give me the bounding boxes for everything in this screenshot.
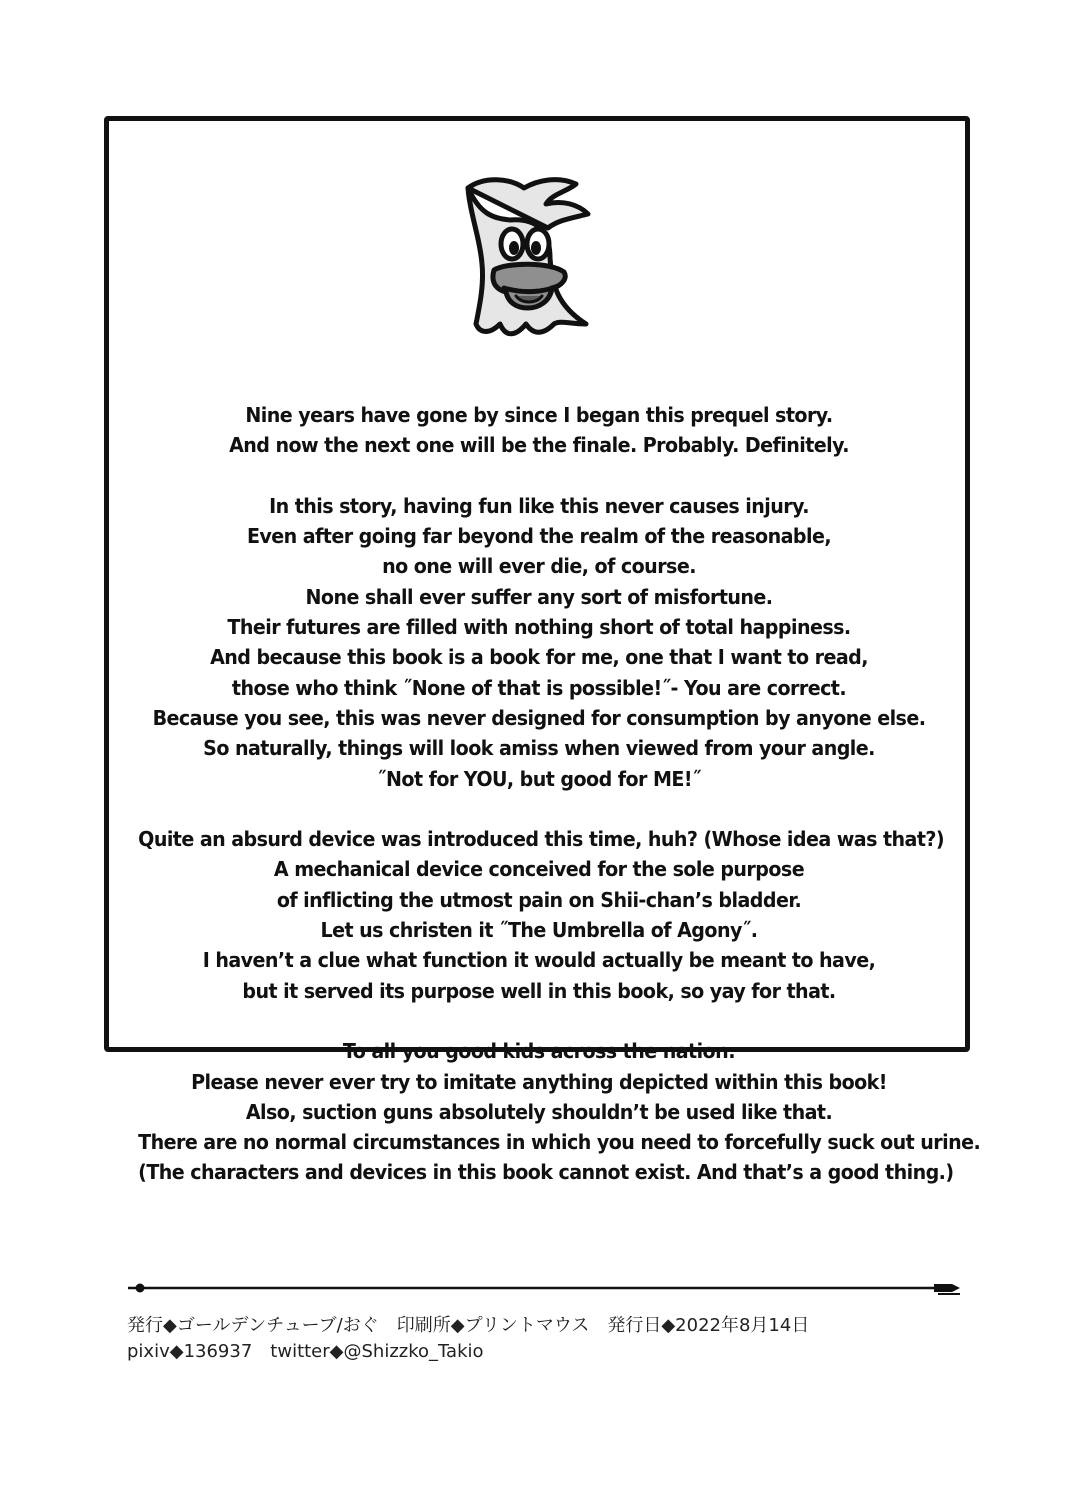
pen-nib-divider-icon — [128, 1280, 964, 1300]
paragraph-4-line: There are no normal circumstances in which you need to forcefully suck out urine. — [138, 1130, 981, 1155]
colophon-publisher-line: 発行◆ゴールデンチューブ/おぐ 印刷所◆プリントマウス 発行日◆2022年8月14日 — [127, 1315, 810, 1336]
paragraph-3-line: but it served its purpose well in this book, so yay for that. — [242, 978, 836, 1003]
afterword-text — [138, 400, 981, 1188]
paragraph-2-line: no one will ever die, of course. — [382, 554, 696, 579]
paragraph-gap — [138, 1006, 940, 1036]
paragraph-4-line: Also, suction guns absolutely shouldn’t be used like that. — [245, 1099, 833, 1124]
paragraph-1-line: And now the next one will be the finale. Probably. Definitely. — [229, 433, 849, 458]
paragraph-2-line: those who think ˝None of that is possible!˝- You are correct. — [231, 675, 847, 700]
paragraph-4-line: Please never ever try to imitate anything depicted within this book! — [191, 1069, 887, 1094]
colophon — [127, 1313, 957, 1365]
paragraph-2-line: And because this book is a book for me, one that I want to read, — [210, 645, 868, 670]
paragraph-3-line: I haven’t a clue what function it would actually be meant to have, — [202, 948, 876, 973]
paragraph-2-line: Because you see, this was never designed for consumption by anyone else. — [152, 705, 926, 730]
paragraph-4-line: (The characters and devices in this book cannot exist. And that’s a good thing.) — [138, 1160, 954, 1185]
paragraph-4-line: To all you good kids across the nation: — [342, 1039, 736, 1064]
paragraph-2-line: In this story, having fun like this never causes injury. — [269, 493, 809, 518]
colophon-social-line: pixiv◆136937 twitter◆@Shizzko_Takio — [127, 1341, 484, 1362]
paragraph-1-line: Nine years have gone by since I began this prequel story. — [245, 403, 833, 427]
paragraph-2-line: Even after going far beyond the realm of the reasonable, — [246, 524, 832, 549]
paragraph-2-line: None shall ever suffer any sort of misfortune. — [305, 584, 773, 609]
paragraph-3-line: A mechanical device conceived for the sole purpose — [273, 857, 805, 882]
ghost-duck-mascot-icon — [454, 174, 606, 340]
paragraph-gap — [138, 461, 940, 491]
paragraph-2-line: ˝Not for YOU, but good for ME!˝ — [377, 766, 701, 791]
paragraph-gap — [138, 794, 940, 824]
paragraph-2-line: So naturally, things will look amiss when viewed from your angle. — [203, 736, 875, 761]
paragraph-3-line: of inflicting the utmost pain on Shii-chan’s bladder. — [276, 887, 802, 912]
paragraph-3-line: Let us christen it ˝The Umbrella of Agony˝. — [320, 918, 758, 943]
paragraph-2-line: Their futures are filled with nothing short of total happiness. — [227, 615, 851, 640]
paragraph-3-line: Quite an absurd device was introduced this time, huh? (Whose idea was that?) — [138, 827, 945, 852]
